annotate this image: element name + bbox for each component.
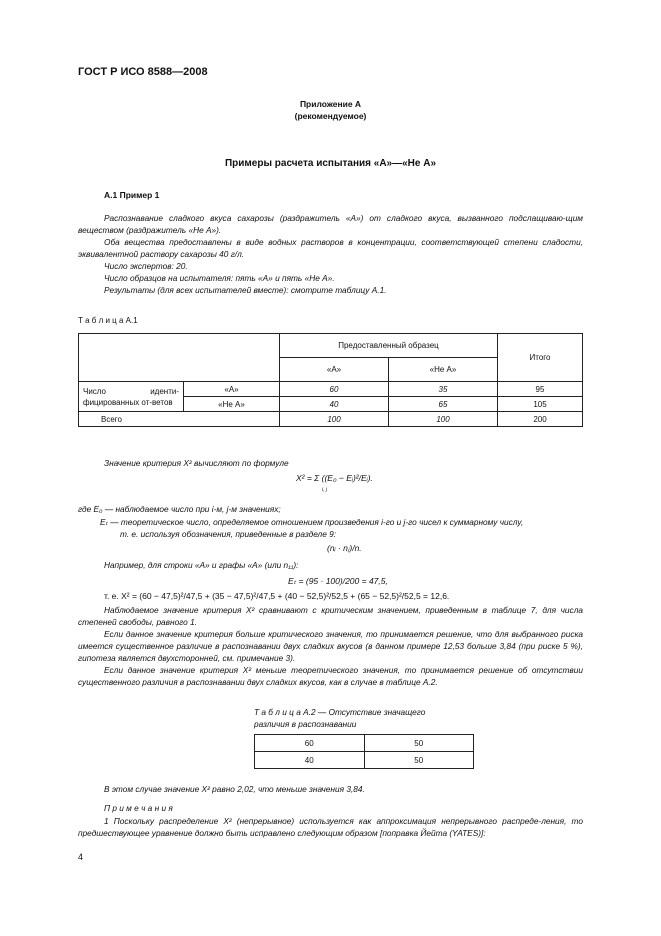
- table-row: [79, 382, 583, 397]
- example-heading: А.1 Пример 1: [104, 190, 160, 200]
- where-line-1: где E₀ — наблюдаемое число при i-м, j-м значениях;: [78, 504, 281, 514]
- table-a2: [254, 734, 474, 769]
- formula-e11: Eₜ = (95 · 100)/200 = 47,5,: [288, 576, 388, 586]
- formula-subscript: i, j: [322, 487, 327, 493]
- intro-p4: Число образцов на испытателя: пять «А» и пять «Не А».: [104, 273, 335, 283]
- example-line: Например, для строки «А» и графы «А» (или n₁₁):: [104, 560, 299, 570]
- table1-caption: Т а б л и ц а А.1: [78, 316, 138, 325]
- table1-row-group-label: Число иденти-фицированных от-ветов: [79, 382, 184, 412]
- table1-cell: 35: [389, 382, 498, 397]
- calc-paragraphs: [78, 604, 583, 688]
- table1-empty-corner: [79, 334, 280, 382]
- table1-cell: 200: [498, 412, 583, 427]
- table2-cell: 40: [255, 752, 365, 769]
- annex-subtitle: (рекомендуемое): [294, 111, 367, 121]
- table1-header-group: Предоставленный образец: [280, 334, 498, 358]
- table1-col-not-a: «Не А»: [389, 358, 498, 382]
- table1-col-total: Итого: [498, 334, 583, 382]
- table1-cell: 40: [280, 397, 389, 412]
- table1-row-label: «А»: [184, 382, 280, 397]
- notes-heading: П р и м е ч а н и я: [104, 803, 173, 813]
- calc-intro: Значение критерия X² вычисляют по формуле: [104, 458, 289, 468]
- intro-block: [78, 212, 583, 296]
- table2-cell: 50: [364, 735, 474, 752]
- table1-cell: 100: [389, 412, 498, 427]
- table1-row-label: «Не А»: [184, 397, 280, 412]
- table1-cell: 105: [498, 397, 583, 412]
- paragraph-less: Если данное значение критерия X² меньше теоретического значения, то принимается решение об отсутствии существенного различия в распознавании двух сладких вкусов, как в случае в таблице А.2.: [78, 665, 583, 687]
- formula-main: X² = Σ ((E₀ − Eᵢ)²/Eᵢ).: [296, 473, 373, 483]
- table-row: [79, 412, 583, 427]
- table2-caption-line-1: Т а б л и ц а А.2 — Отсутствие значащего: [254, 707, 426, 717]
- intro-p5: Результаты (для всех испытателей вместе): смотрите таблицу А.1.: [104, 285, 387, 295]
- page-number: 4: [78, 852, 84, 862]
- table1-cell: 100: [280, 412, 389, 427]
- paragraph-compare: Наблюдаемое значение критерия X² сравнивают с критическим значением, приведенным в таблице 7, для числа степеней свободы, равного 1.: [78, 605, 583, 627]
- table1-col-a: «А»: [280, 358, 389, 382]
- where-line-3: т. е. используя обозначения, приведенные в разделе 9:: [120, 529, 337, 539]
- document-code: ГОСТ Р ИСО 8588—2008: [78, 66, 208, 78]
- section-title: Примеры расчета испытания «А»—«Не А»: [224, 158, 437, 169]
- note-1-text: 1 Поскольку распределение X² (непрерывное) используется как аппроксимация непрерывного распреде-ления, то предшествующее уравнение должно быть исправлено следующим образом [поправка Йейта (YATES)]:: [78, 816, 583, 838]
- table2-cell: 50: [364, 752, 474, 769]
- table1-cell: 95: [498, 382, 583, 397]
- table1-total-label: Всего: [79, 412, 280, 427]
- where-line-2: Eₜ — теоретическое число, определяемое отношением произведения i-го и j-го чисел к суммарному числу,: [100, 517, 524, 527]
- formula-expected: (nᵢ · nⱼ)/n.: [327, 543, 362, 553]
- table1-cell: 60: [280, 382, 389, 397]
- annex-title: Приложение А: [299, 99, 362, 109]
- table2-caption-line-2: различия в распознавании: [254, 719, 357, 729]
- intro-p2: Оба вещества предоставлены в виде водных растворов в концентрации, соответствующей степени сладости, эквивалентной раствору сахарозы 40 г/л.: [78, 237, 583, 259]
- intro-p1: Распознавание сладкого вкуса сахарозы (раздражитель «А») от сладкого вкуса, вызванного подслащиваю-щим веществом (раздражитель «Не А»).: [78, 213, 583, 235]
- intro-p3: Число экспертов: 20.: [104, 261, 188, 271]
- formula-x2-result: т. е. X² = (60 − 47,5)²/47,5 + (35 − 47,5)²/47,5 + (40 − 52,5)²/52,5 + (65 − 52,5)²/52,5 = 12,6.: [104, 591, 450, 601]
- table1-cell: 65: [389, 397, 498, 412]
- table2-cell: 60: [255, 735, 365, 752]
- table-row: [255, 735, 474, 752]
- table-row: [255, 752, 474, 769]
- table-a1: [78, 333, 583, 427]
- paragraph-greater: Если данное значение критерия больше критического значения, то принимается решение, что для выбранного риска имеется существенное различие в распознавании двух сладких вкусов (в данном примере 12,53 больше 3,84 (при риске 5 %), гипотеза является двухсторонней, см. примечание 3).: [78, 629, 583, 663]
- note-1: [78, 815, 583, 839]
- conclusion: В этом случае значение X² равно 2,02, что меньше значения 3,84.: [104, 784, 365, 794]
